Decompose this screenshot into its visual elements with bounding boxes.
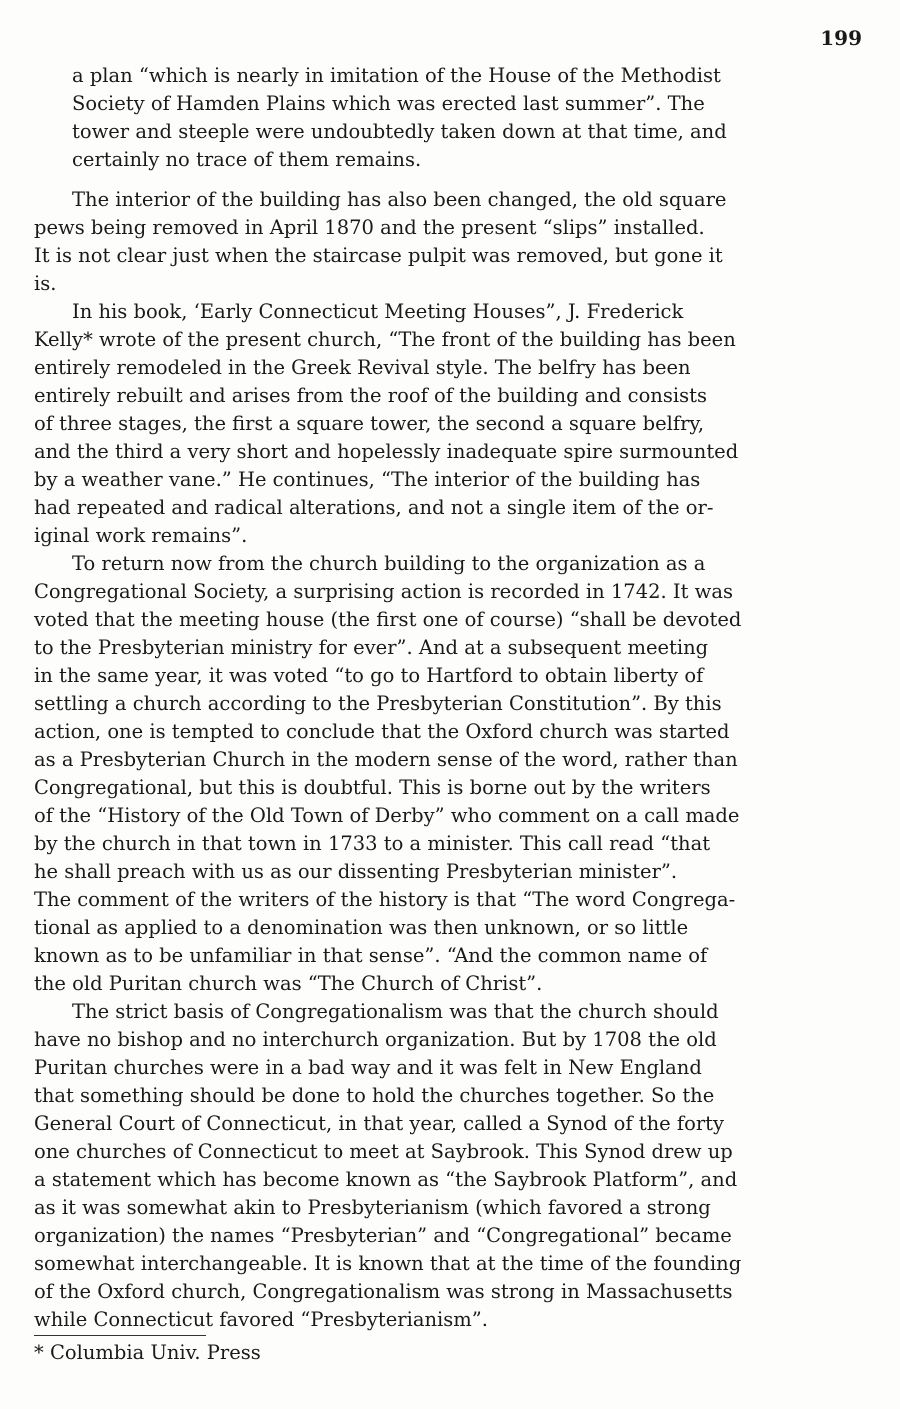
text-line: Kelly* wrote of the present church, “The front of the building has been <box>34 328 736 351</box>
footnote: * Columbia Univ. Press <box>34 1341 261 1364</box>
text-line: while Connecticut favored “Presbyterianism”. <box>34 1308 488 1331</box>
text-line: a plan “which is nearly in imitation of the House of the Methodist <box>72 64 721 87</box>
text-line: a statement which has become known as “the Saybrook Platform”, and <box>34 1168 738 1191</box>
text-line: It is not clear just when the staircase pulpit was removed, but gone it <box>34 244 723 267</box>
text-line: In his book, ‘Early Connecticut Meeting Houses”, J. Frederick <box>72 300 684 323</box>
text-line: The strict basis of Congregationalism was that the church should <box>72 1000 719 1023</box>
page-number: 199 <box>820 26 862 50</box>
text-line: To return now from the church building to the organization as a <box>72 552 706 575</box>
text-line: General Court of Connecticut, in that year, called a Synod of the forty <box>34 1112 725 1135</box>
text-line: of the Oxford church, Congregationalism was strong in Massachusetts <box>34 1280 733 1303</box>
text-line: of the “History of the Old Town of Derby” who comment on a call made <box>34 804 740 827</box>
text-line: tower and steeple were undoubtedly taken down at that time, and <box>72 120 727 143</box>
text-line: by a weather vane.” He continues, “The interior of the building has <box>34 468 701 491</box>
text-line: tional as applied to a denomination was then unknown, or so little <box>34 916 689 939</box>
text-line: organization) the names “Presbyterian” and “Congregational” became <box>34 1224 732 1247</box>
text-line: as it was somewhat akin to Presbyterianism (which favored a strong <box>34 1196 711 1219</box>
text-line: settling a church according to the Presbyterian Constitution”. By this <box>34 692 722 715</box>
text-line: The interior of the building has also been changed, the old square <box>72 188 727 211</box>
footnote-divider <box>34 1335 206 1336</box>
text-line: known as to be unfamiliar in that sense”. “And the common name of <box>34 944 708 967</box>
text-line: in the same year, it was voted “to go to Hartford to obtain liberty of <box>34 664 704 687</box>
text-line: the old Puritan church was “The Church of Christ”. <box>34 972 543 995</box>
text-line: as a Presbyterian Church in the modern sense of the word, rather than <box>34 748 738 771</box>
text-line: pews being removed in April 1870 and the present “slips” installed. <box>34 216 705 239</box>
text-line: entirely rebuilt and arises from the roof of the building and consists <box>34 384 707 407</box>
text-line: that something should be done to hold the churches together. So the <box>34 1084 715 1107</box>
text-line: by the church in that town in 1733 to a minister. This call read “that <box>34 832 711 855</box>
text-line: Congregational, but this is doubtful. This is borne out by the writers <box>34 776 711 799</box>
text-line: entirely remodeled in the Greek Revival style. The belfry has been <box>34 356 691 379</box>
text-line: Puritan churches were in a bad way and it was felt in New England <box>34 1056 702 1079</box>
text-line: one churches of Connecticut to meet at Saybrook. This Synod drew up <box>34 1140 733 1163</box>
text-line: action, one is tempted to conclude that the Oxford church was started <box>34 720 730 743</box>
text-line: Society of Hamden Plains which was erected last summer”. The <box>72 92 705 115</box>
text-line: to the Presbyterian ministry for ever”. And at a subsequent meeting <box>34 636 709 659</box>
text-line: he shall preach with us as our dissenting Presbyterian minister”. <box>34 860 678 883</box>
text-line: is. <box>34 272 57 295</box>
text-line: The comment of the writers of the history is that “The word Congrega- <box>34 888 736 911</box>
text-line: and the third a very short and hopelessly inadequate spire surmounted <box>34 440 739 463</box>
text-line: somewhat interchangeable. It is known that at the time of the founding <box>34 1252 742 1275</box>
text-line: iginal work remains”. <box>34 524 248 547</box>
text-line: had repeated and radical alterations, and not a single item of the or- <box>34 496 714 519</box>
text-line: certainly no trace of them remains. <box>72 148 422 171</box>
text-line: of three stages, the first a square tower, the second a square belfry, <box>34 412 705 435</box>
text-line: Congregational Society, a surprising action is recorded in 1742. It was <box>34 580 733 603</box>
text-line: have no bishop and no interchurch organization. But by 1708 the old <box>34 1028 717 1051</box>
text-line: voted that the meeting house (the first one of course) “shall be devoted <box>34 608 742 631</box>
